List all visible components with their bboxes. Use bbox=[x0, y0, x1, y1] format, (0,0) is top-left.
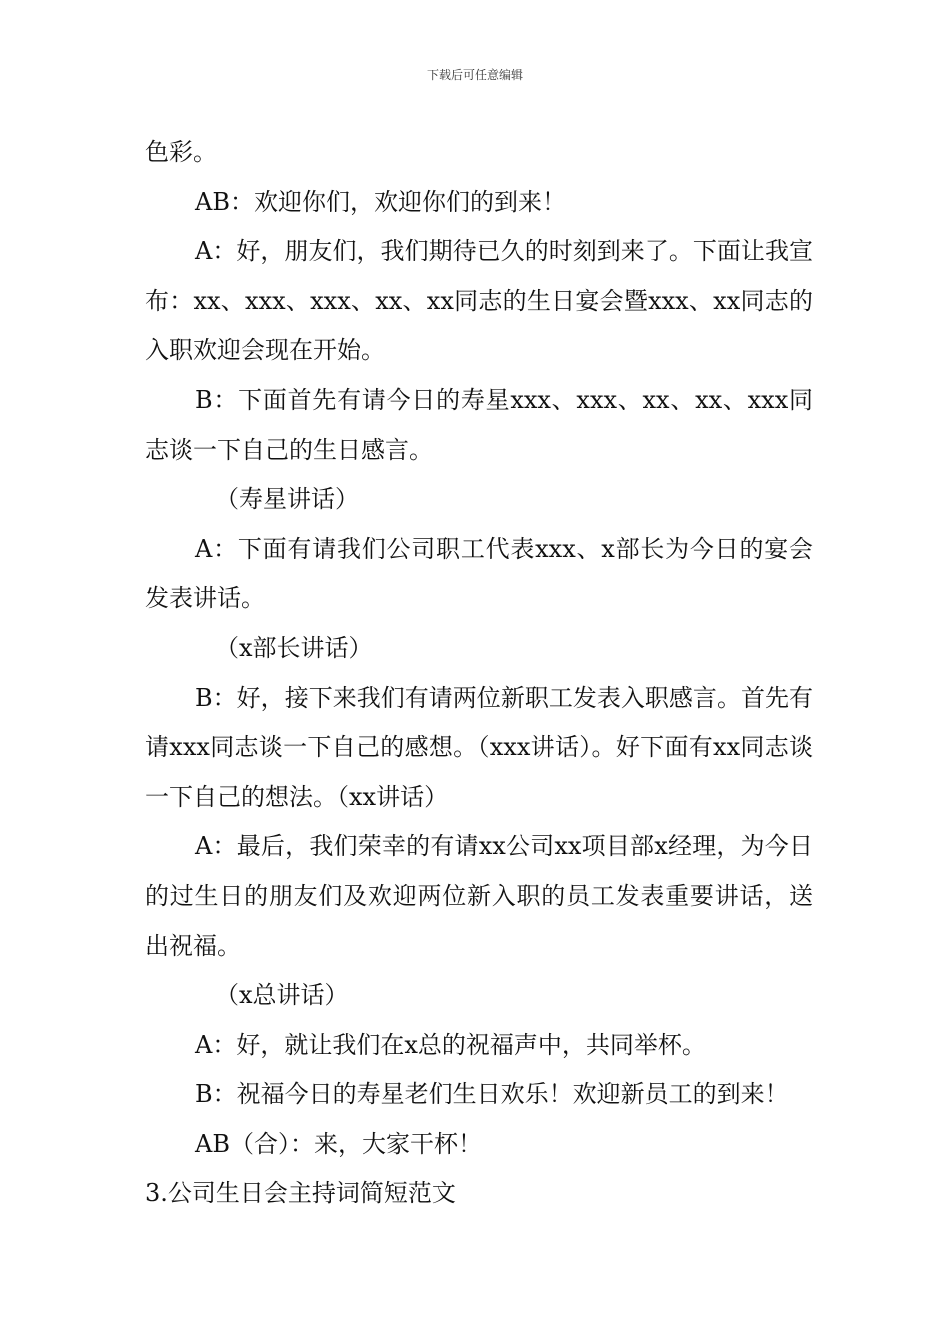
paragraph-a-announce: A：好，朋友们，我们期待已久的时刻到来了。下面让我宣布：xx、xxx、xxx、xx、xx同志的生日宴会暨xxx、xx同志的入职欢迎会现在开始。 bbox=[145, 237, 813, 365]
paragraph-a-manager: A：最后，我们荣幸的有请xx公司xx项目部x经理，为今日的过生日的朋友们及欢迎两位新入职的员工发表重要讲话，送出祝福。 bbox=[145, 832, 813, 960]
paragraph-b-wishes: B：祝福今日的寿星老们生日欢乐！欢迎新员工的到来！ bbox=[195, 1080, 789, 1109]
stage-direction-boss-speech: （x总讲话） bbox=[215, 981, 349, 1010]
section-heading: 3.公司生日会主持词简短范文 bbox=[145, 1179, 456, 1208]
paragraph-b-new-staff: B：好，接下来我们有请两位新职工发表入职感言。首先有请xxx同志谈一下自己的感想。（xxx讲话）。好下面有xx同志谈一下自己的想法。（xx讲话） bbox=[145, 683, 813, 811]
paragraph-ab-welcome: AB：欢迎你们，欢迎你们的到来！ bbox=[195, 187, 566, 216]
document-body bbox=[145, 128, 813, 1219]
stage-direction-stars-speech: （寿星讲话） bbox=[215, 485, 359, 514]
paragraph-a-representative: A：下面有请我们公司职工代表xxx、x部长为今日的宴会发表讲话。 bbox=[145, 534, 813, 613]
paragraph-ab-cheers: AB（合）：来，大家干杯！ bbox=[195, 1129, 482, 1158]
paragraph-b-birthday-stars: B：下面首先有请今日的寿星xxx、xxx、xx、xx、xxx同志谈一下自己的生日感言。 bbox=[145, 385, 813, 464]
page-header: 下载后可任意编辑 bbox=[426, 68, 523, 82]
paragraph-a-toast: A：好，就让我们在x总的祝福声中，共同举杯。 bbox=[195, 1030, 706, 1059]
paragraph-continuation: 色彩。 bbox=[145, 138, 217, 166]
stage-direction-minister-speech: （x部长讲话） bbox=[215, 633, 373, 662]
